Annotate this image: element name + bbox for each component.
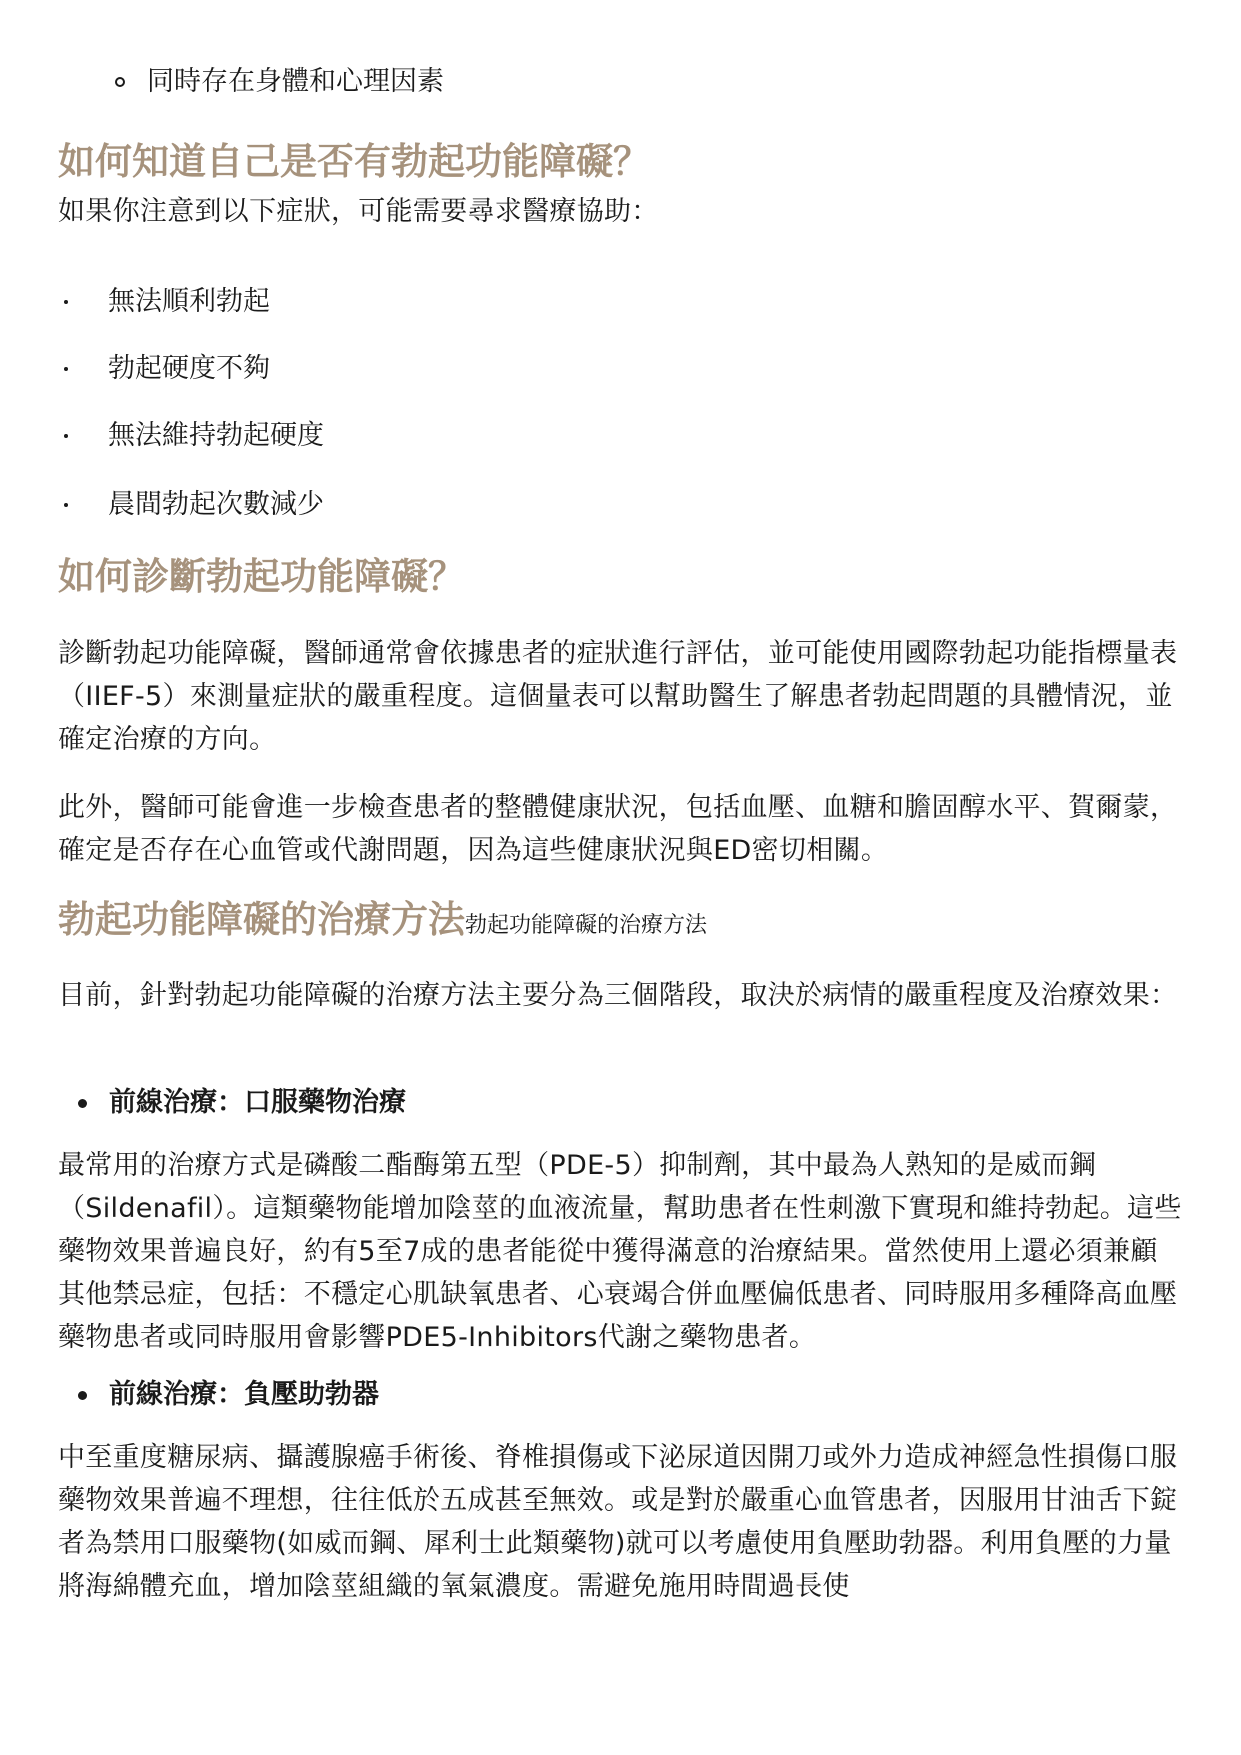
dot-bullet-icon [64,300,68,304]
vacuum-treatment-paragraph: 中至重度糖尿病、攝護腺癌手術後、脊椎損傷或下泌尿道因開刀或外力造成神經急性損傷口服藥物效果普遍不理想，往往低於五成甚至無效。或是對於嚴重心血管患者，因服用甘油舌下錠者為禁用口服藥物(如威而鋼、犀利士此類藥物)就可以考慮使用負壓助勃器。利用負壓的力量將海綿體充血，增加陰莖組織的氧氣濃度。需避免施用時間過長使 [58,1442,1178,1602]
symptom-list-item [58,416,324,456]
symptom-text: 勃起硬度不夠 [108,353,270,384]
dot-bullet-icon [64,367,68,371]
hollow-circle-bullet-icon [115,77,125,87]
treatment-item-oral [78,1083,406,1123]
symptom-text: 晨間勃起次數減少 [108,489,324,520]
treatment-item-text: 前線治療：負壓助勃器 [109,1379,379,1410]
treatment-intro: 目前，針對勃起功能障礙的治療方法主要分為三個階段，取決於病情的嚴重程度及治療效果： [58,980,1178,1011]
symptom-list-item [58,349,270,389]
oral-treatment-paragraph: 最常用的治療方式是磷酸二酯酶第五型（PDE-5）抑制劑，其中最為人熟知的是威而鋼（Sildenafil）。這類藥物能增加陰莖的血液流量，幫助患者在性刺激下實現和維持勃起。這些藥物效果普遍良好，約有5至7成的患者能從中獲得滿意的治療結果。當然使用上還必須兼顧其他禁忌症，包括：不穩定心肌缺氧患者、心衰竭合併血壓偏低患者、同時服用多種降高血壓藥物患者或同時服用會影響PDE5-Inhibitors代謝之藥物患者。 [58,1150,1182,1353]
section-heading-symptoms: 如何知道自己是否有勃起功能障礙？ [58,140,650,183]
symptom-text: 無法順利勃起 [108,286,270,317]
disc-bullet-icon [78,1391,87,1400]
disc-bullet-icon [78,1099,87,1108]
diagnosis-paragraph-2: 此外，醫師可能會進一步檢查患者的整體健康狀況，包括血壓、血糖和膽固醇水平、賀爾蒙，確定是否存在心血管或代謝問題，因為這些健康狀況與ED密切相關。 [58,792,1178,866]
symptom-list-item [58,282,270,322]
sub-bullet-text: 同時存在身體和心理因素 [147,66,444,97]
treatment-heading-text: 勃起功能障礙的治療方法 [58,898,465,941]
symptom-list-item [58,485,324,525]
treatment-heading-inline-text: 勃起功能障礙的治療方法 [465,913,708,938]
section-heading-treatment [58,895,707,951]
sub-bullet-item [115,62,444,102]
treatment-item-vacuum [78,1375,379,1415]
dot-bullet-icon [64,434,68,438]
dot-bullet-icon [64,503,68,507]
symptom-text: 無法維持勃起硬度 [108,420,324,451]
section-heading-diagnosis: 如何診斷勃起功能障礙？ [58,555,465,598]
treatment-item-text: 前線治療：口服藥物治療 [109,1087,406,1118]
diagnosis-paragraph-1: 診斷勃起功能障礙，醫師通常會依據患者的症狀進行評估，並可能使用國際勃起功能指標量表（IIEF-5）來測量症狀的嚴重程度。這個量表可以幫助醫生了解患者勃起問題的具體情況，並確定治療的方向。 [58,638,1178,755]
symptoms-intro: 如果你注意到以下症狀，可能需要尋求醫療協助： [58,196,659,227]
